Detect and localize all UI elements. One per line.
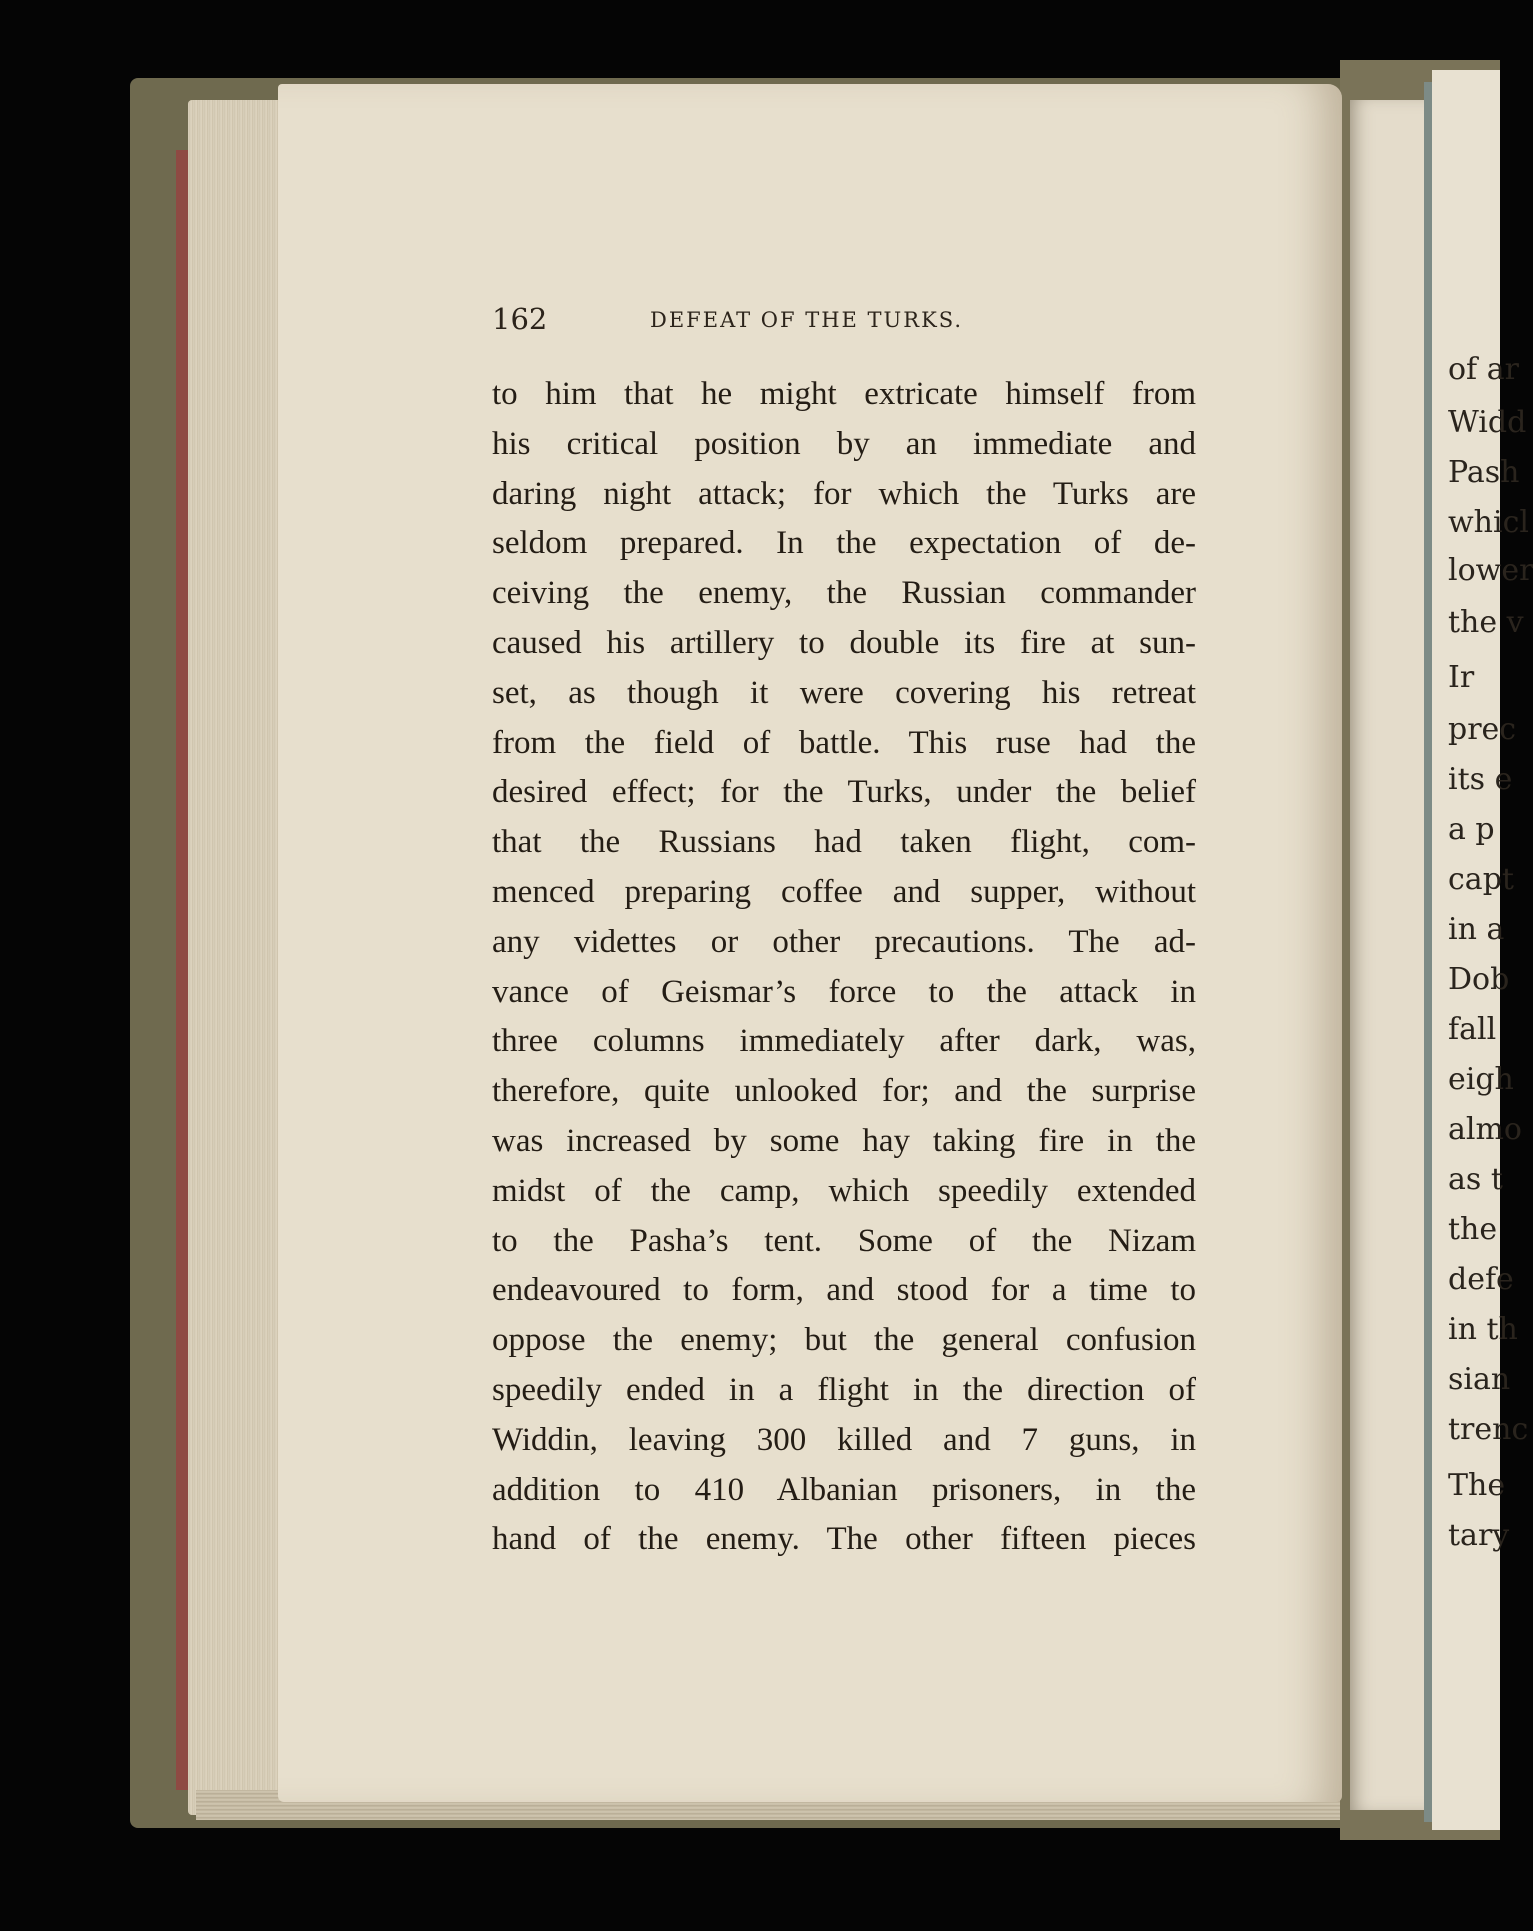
text-line: ceiving the enemy, the Russian commander <box>492 575 1196 612</box>
text-line: seldom prepared. In the expectation of de- <box>492 525 1196 562</box>
facing-text-fragment: whicl <box>1448 505 1529 540</box>
facing-text-fragment: a p <box>1448 812 1495 847</box>
facing-text-fragment: the v <box>1448 605 1524 640</box>
text-line: to him that he might extricate himself from <box>492 376 1196 412</box>
text-line: that the Russians had taken flight, com- <box>492 824 1196 861</box>
body-text <box>492 370 1196 1565</box>
page-edge-stain <box>176 150 188 1790</box>
facing-text-fragment: defe <box>1448 1262 1514 1297</box>
text-line: was increased by some hay taking fire in the <box>492 1122 1196 1159</box>
text-line: his critical position by an immediate and <box>492 425 1196 462</box>
text-line: Widdin, leaving 300 killed and 7 guns, in <box>492 1421 1196 1458</box>
text-line: oppose the enemy; but the general confusion <box>492 1322 1196 1359</box>
facing-text-fragment: trenc <box>1448 1412 1529 1447</box>
facing-text-fragment: Pash <box>1448 455 1520 490</box>
facing-text-fragment: lower <box>1448 553 1533 588</box>
facing-text-fragment: capt <box>1448 862 1514 897</box>
text-line: speedily ended in a flight in the direction of <box>492 1371 1196 1408</box>
facing-text-fragment: prec <box>1448 712 1517 747</box>
text-line: addition to 410 Albanian prisoners, in the <box>492 1471 1196 1508</box>
text-line: set, as though it were covering his retreat <box>492 674 1196 711</box>
text-line: from the field of battle. This ruse had the <box>492 724 1196 761</box>
page-edges <box>188 100 288 1815</box>
page-number: 162 <box>492 302 548 336</box>
text-line: caused his artillery to double its fire at sun- <box>492 624 1196 661</box>
text-line: vance of Geismar’s force to the attack in <box>492 973 1196 1010</box>
running-head <box>492 302 1032 338</box>
facing-text-fragment: Ir <box>1448 660 1475 695</box>
facing-text-fragment: The <box>1448 1468 1506 1503</box>
facing-page-edge <box>1424 82 1432 1822</box>
facing-text-fragment: Widd <box>1448 405 1527 440</box>
text-line: any videttes or other precautions. The ad- <box>492 923 1196 960</box>
facing-text-fragment: eigh <box>1448 1062 1514 1097</box>
facing-page <box>1432 70 1533 1830</box>
facing-text-fragment: the <box>1448 1212 1498 1247</box>
facing-text-fragment: as t <box>1448 1162 1503 1197</box>
facing-text-fragment: its e <box>1448 762 1513 797</box>
running-title: DEFEAT OF THE TURKS. <box>650 308 964 332</box>
facing-text-fragment: sian <box>1448 1362 1511 1397</box>
text-line: menced preparing coffee and supper, without <box>492 873 1196 910</box>
text-line: to the Pasha’s tent. Some of the Nizam <box>492 1222 1196 1259</box>
facing-text-fragment: in a <box>1448 912 1505 947</box>
text-line: therefore, quite unlooked for; and the surprise <box>492 1073 1196 1110</box>
text-line: desired effect; for the Turks, under the belief <box>492 774 1196 811</box>
facing-text-fragment: tary <box>1448 1518 1510 1553</box>
text-line: hand of the enemy. The other fifteen pieces <box>492 1521 1196 1558</box>
text-line: endeavoured to form, and stood for a time to <box>492 1272 1196 1309</box>
text-line: three columns immediately after dark, was, <box>492 1023 1196 1060</box>
facing-text-fragment: fall <box>1448 1012 1497 1047</box>
text-line: midst of the camp, which speedily extended <box>492 1172 1196 1209</box>
facing-text-fragment: Dob <box>1448 962 1510 997</box>
facing-text-fragment: of ar <box>1448 352 1519 387</box>
facing-text-fragment: almo <box>1448 1112 1522 1147</box>
text-line: daring night attack; for which the Turks are <box>492 475 1196 512</box>
facing-text-fragment: in th <box>1448 1312 1518 1347</box>
